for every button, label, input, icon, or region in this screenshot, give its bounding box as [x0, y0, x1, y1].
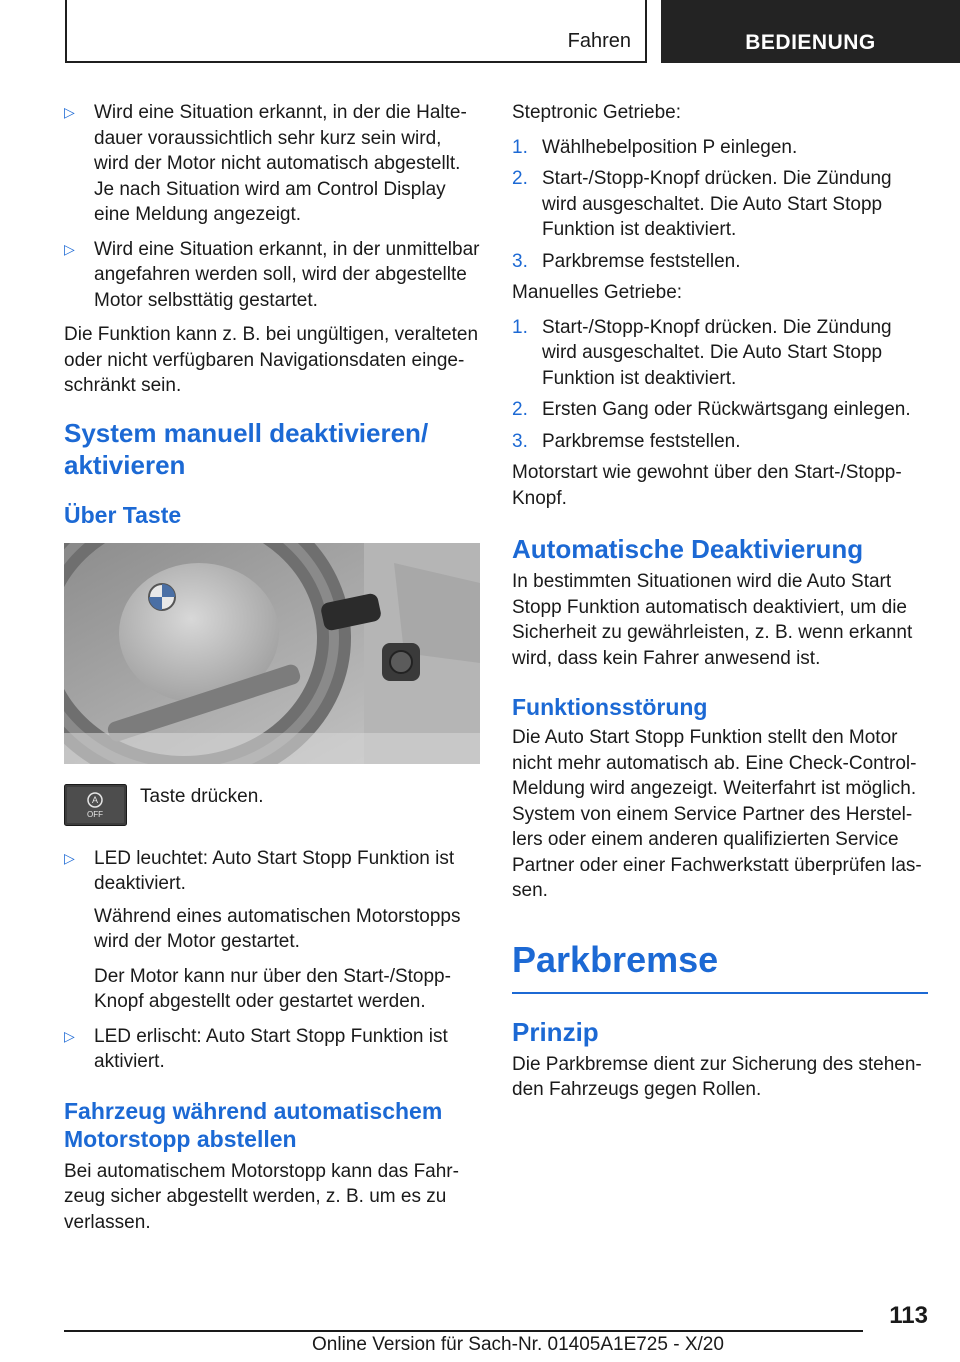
caption-row [64, 784, 480, 828]
step-text: Ersten Gang oder Rückwärtsgang einlegen. [542, 399, 911, 420]
step-text: Start-/Stopp-Knopf drücken. Die Zündung wird ausgeschaltet. Die Auto Start Stopp Funktion ist deaktiviert. [542, 168, 892, 240]
page-number: 113 [889, 1302, 928, 1329]
paragraph: In bestimmten Situationen wird die Auto Start Stopp Funktion automatisch deaktiviert, um die Sicherheit zu gewährleisten, z. B. wenn erkannt wird, dass kein Fahrer anwesend ist. [512, 571, 913, 669]
paragraph: Bei automatischem Motorstopp kann das Fahr-zeug sicher abgestellt werden, z. B. um es zu verlassen. [64, 1160, 459, 1233]
paragraph: Die Funktion kann z. B. bei ungültigen, veralteten oder nicht verfügbaren Navigationsdaten einge-schränkt sein. [64, 324, 479, 396]
header-section-box [65, 0, 647, 63]
list-item: 1. Start-/Stopp-Knopf drücken. Die Zündung wird ausgeschaltet. Die Auto Start Stopp Funktion ist deaktiviert. [512, 316, 892, 389]
header-section-title: Fahren [567, 30, 631, 52]
list-item: 2. Start-/Stopp-Knopf drücken. Die Zündung wird ausgeschaltet. Die Auto Start Stopp Funktion ist deaktiviert. [512, 168, 892, 240]
heading-automatische-deaktivierung: Automatische Deaktivierung [512, 534, 864, 564]
paragraph: Steptronic Getriebe: [512, 102, 681, 123]
bullet-text: Wird eine Situation erkannt, in der die Halte-dauer voraussichtlich sehr kurz sein wird, wird der Motor nicht automatisch abgestellt. Je nach Situation wird am Control Display eine Meldung angezeigt. [94, 102, 467, 225]
list-item: 3. Parkbremse feststellen. [512, 250, 741, 272]
list-item: 1. Wählhebelposition P einlegen. [512, 136, 798, 158]
paragraph: Die Auto Start Stopp Funktion stellt den Motor nicht mehr automatisch ab. Eine Check-Control-Meldung wird angezeigt. Weiterfahrt ist möglich. System von einem Service Partner des Herstel-lers oder einem anderen qualifizierten Service Partner oder einer Fachwerkstatt überprüfen las-sen. [512, 727, 922, 901]
bullet-text: LED erlischt: Auto Start Stopp Funktion ist aktiviert. [94, 1025, 448, 1072]
step-text: Parkbremse feststellen. [542, 430, 741, 452]
paragraph: Manuelles Getriebe: [512, 282, 683, 303]
heading-ueber-taste: Über Taste [64, 501, 182, 528]
left-column [64, 100, 480, 1244]
paragraph: Der Motor kann nur über den Start-/Stopp-Knopf abgestellt oder gestartet werden. [94, 965, 451, 1012]
triangle-bullet-icon: ▷ [64, 1027, 75, 1044]
steering-wheel-photo [64, 543, 480, 764]
list-item: 3. Parkbremse feststellen. [512, 430, 741, 452]
list-item [64, 846, 480, 897]
step-text: Start-/Stopp-Knopf drücken. Die Zündung wird ausgeschaltet. Die Auto Start Stopp Funktion ist deaktiviert. [542, 316, 892, 389]
heading-system-manuell: System manuell deaktivieren/ aktivieren [64, 417, 429, 480]
paragraph: Während eines automatischen Motorstopps wird der Motor gestartet. [94, 905, 461, 952]
heading-prinzip: Prinzip [512, 1016, 599, 1047]
triangle-bullet-icon: ▷ [64, 240, 75, 257]
list-item: 2. Ersten Gang oder Rückwärtsgang einlegen. [512, 399, 911, 420]
step-text: Wählhebelposition P einlegen. [542, 136, 798, 158]
caption: Taste drücken. [140, 785, 264, 807]
footer-divider [64, 1330, 863, 1332]
step-text: Parkbremse feststellen. [542, 250, 741, 272]
right-column [512, 100, 928, 1112]
paragraph: Motorstart wie gewohnt über den Start-/Stopp-Knopf. [512, 462, 902, 509]
auto-start-stop-off-button-icon [64, 784, 127, 826]
triangle-bullet-icon: ▷ [64, 849, 75, 866]
heading-fahrzeug-abstellen: Fahrzeug während automatischem Motorstopp abstellen [64, 1097, 443, 1152]
bullet-text: LED leuchtet: Auto Start Stopp Funktion ist deaktiviert. [94, 847, 455, 894]
heading-funktionsstoerung: Funktionsstörung [512, 694, 708, 720]
paragraph: Die Parkbremse dient zur Sicherung des stehen-den Fahrzeugs gegen Rollen. [512, 1053, 922, 1100]
svg-text:A: A [91, 794, 99, 805]
header-chapter-tab: BEDIENUNG [661, 0, 960, 63]
list-item [64, 237, 480, 314]
footer-text: Online Version für Sach-Nr. 01405A1E725 - X/20 [312, 1334, 724, 1355]
triangle-bullet-icon: ▷ [64, 104, 75, 120]
button-off-label: OFF [87, 809, 103, 819]
bullet-text: Wird eine Situation erkannt, in der unmittelbar angefahren werden soll, wird der abgestellte Motor selbsttätig gestartet. [94, 238, 480, 311]
heading-parkbremse: Parkbremse [512, 940, 928, 994]
list-item [64, 1024, 480, 1075]
list-item [64, 100, 480, 228]
